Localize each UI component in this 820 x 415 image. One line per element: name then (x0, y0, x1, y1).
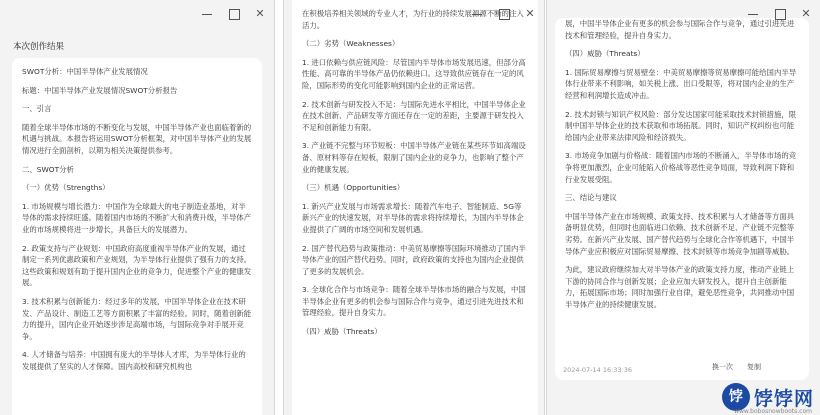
result-content-card (12, 58, 262, 415)
report-paragraph: 中国半导体产业在市场规模、政策支持、技术积累与人才储备等方面具备明显优势，但同时也面临进口依赖、技术创新不足、产业链不完整等劣势。在新兴产业发展、国产替代趋势与全球化合作等机遇下，中国半导体产业应积极应对国际贸易摩擦、技术封锁等市场竞争加剧等威胁。 (565, 211, 795, 256)
watermark-url: www.bobosnowboots.com (734, 408, 812, 415)
result-window-1 (0, 0, 275, 415)
minimize-icon[interactable] (748, 8, 760, 20)
section-heading: 三、结论与建议 (565, 193, 617, 203)
report-line: 标题：中国半导体产业发展情况SWOT分析报告 (22, 85, 178, 95)
report-paragraph: 2. 国产替代趋势与政策推动：中美贸易摩擦等国际环境推动了国内半导体产业的国产替代趋势。同时，政府政策的支持也为国内企业提供了更多的发展机会。 (302, 243, 526, 276)
watermark-logo-icon: 饽 (722, 383, 750, 411)
result-content-card (555, 18, 809, 380)
title-bar (284, 0, 544, 30)
subsection-heading: （四）威胁（Threats） (565, 49, 645, 59)
copy-button[interactable]: 复制 (747, 363, 761, 371)
report-paragraph: 1. 新兴产业发展与市场需求增长：随着汽车电子、智能制造、5G等新兴产业的快速发展，对半导体的需求将持续增长，为国内半导体企业提供了广阔的市场空间和发展机遇。 (302, 201, 524, 234)
report-paragraph: 1. 进口依赖与供应链风险：尽管国内半导体市场发展迅速，但部分高性能、高可靠的半导体产品仍依赖进口。这导致供应链存在一定的风险，国际形势的变化可能影响到国内企业的正常运营。 (302, 57, 526, 90)
minimize-icon[interactable] (202, 8, 214, 20)
report-paragraph: 展，中国半导体企业有更多的机会参与国际合作与竞争，通过引进先进技术和管理经验，提升自身实力。 (565, 19, 795, 40)
report-paragraph: 1. 市场规模与增长潜力：中国作为全球最大的电子制造业基地，对半导体的需求持续旺盛。随着国内市场的不断扩大和消费升级，半导体产业的市场规模将进一步增长，具备巨大的发展潜力。 (22, 201, 252, 234)
report-line: SWOT分析：中国半导体产业发展情况 (22, 67, 148, 76)
close-icon[interactable]: ✕ (801, 7, 811, 20)
result-window-3 (546, 0, 820, 415)
report-paragraph: 在积极培养相关领域的专业人才，为行业的持续发展源源不断的注入活力。 (302, 9, 524, 30)
report-paragraph: 3. 全球化合作与市场竞争：随着全球半导体市场的融合与发展，中国半导体企业有更多的机会参与国际合作与竞争，通过引进先进技术和管理经验，提升自身实力。 (302, 285, 526, 318)
section-heading: 二、SWOT分析 (22, 164, 74, 174)
minimize-icon[interactable] (472, 8, 484, 20)
report-paragraph: 3. 技术积累与创新能力：经过多年的发展，中国半导体企业在技术研发、产品设计、制造工艺等方面积累了丰富的经验。同时，随着创新能力的提升，国内企业开始逐步涉足高端市场，与国际竞争对手展开竞争。 (22, 296, 252, 341)
maximize-icon[interactable] (774, 8, 786, 20)
site-watermark (722, 383, 814, 411)
watermark-text: 饽饽网 (753, 387, 814, 410)
report-paragraph: 为此，建议政府继续加大对半导体产业的政策支持力度，推动产业链上下游的协同合作与创新发展；企业应加大研发投入，提升自主创新能力，拓展国际市场；同时加强行业自律，避免恶性竞争，共同推动中国半导体产业的持续健康发展。 (565, 265, 795, 309)
report-paragraph: 2. 技术封锁与知识产权风险：部分发达国家可能采取技术封锁措施，限制中国半导体企业的技术获取和市场拓展。同时，知识产权纠纷也可能给国内企业带来法律风险和经济损失。 (565, 109, 797, 142)
report-paragraph: 2. 技术创新与研发投入不足：与国际先进水平相比，中国半导体企业在技术创新、产品研发等方面还存在一定的差距，主要源于研发投入不足和创新能力有限。 (302, 99, 526, 132)
report-paragraph: 随着全球半导体市场的不断变化与发展，中国半导体产业也面临着新的机遇与挑战。本报告将运用SWOT分析框架，对中国半导体产业的发展情况进行全面剖析，以期为相关决策提供参考。 (22, 122, 252, 155)
regenerate-button[interactable]: 换一次 (712, 363, 733, 371)
report-paragraph: 2. 政策支持与产业规划：中国政府高度重视半导体产业的发展，通过制定一系列优惠政策和产业规划，为半导体行业提供了强有力的支持。这些政策和规划有助于提升国内企业的竞争力，促进整个产业的健康发展。 (22, 243, 252, 288)
maximize-icon[interactable] (228, 8, 240, 20)
result-content-card (292, 0, 538, 415)
maximize-icon[interactable] (498, 8, 510, 20)
timestamp: 2024-07-14 16:33:36 (563, 366, 633, 374)
section-heading: 一、引言 (22, 104, 52, 114)
report-paragraph: 1. 国际贸易摩擦与贸易壁垒：中美贸易摩擦等贸易摩擦可能给国内半导体行业带来不利影响，如关税上涨、出口受限等，将对国内企业的生产经营和利润增长造成冲击。 (565, 67, 797, 100)
close-icon[interactable]: ✕ (525, 7, 535, 20)
subsection-heading: （四）威胁（Threats） (302, 327, 382, 337)
result-window-2 (283, 0, 545, 415)
subsection-heading: （三）机遇（Opportunities） (302, 183, 405, 193)
title-bar (547, 0, 820, 30)
subsection-heading: （二）劣势（Weaknesses） (302, 39, 400, 49)
result-heading: 本次创作结果 (13, 42, 65, 52)
report-paragraph: 4. 人才储备与培养：中国拥有庞大的半导体人才库，为半导体行业的发展提供了坚实的人才保障。国内高校和研究机构也 (22, 350, 246, 371)
report-paragraph: 3. 产业链不完整与环节短板：中国半导体产业链在某些环节如高端设备、原材料等存在短板，限制了国内企业的竞争力，也影响了整个产业的健康发展。 (302, 141, 526, 174)
subsection-heading: （一）优势（Strengths） (22, 183, 110, 193)
close-icon[interactable]: ✕ (255, 7, 265, 20)
report-paragraph: 3. 市场竞争加剧与价格战：随着国内市场的不断涌入，半导体市场的竞争将更加激烈，企业可能陷入价格战等恶性竞争局面，导致利润下降和行业发展受阻。 (565, 151, 797, 184)
title-bar (0, 0, 274, 30)
